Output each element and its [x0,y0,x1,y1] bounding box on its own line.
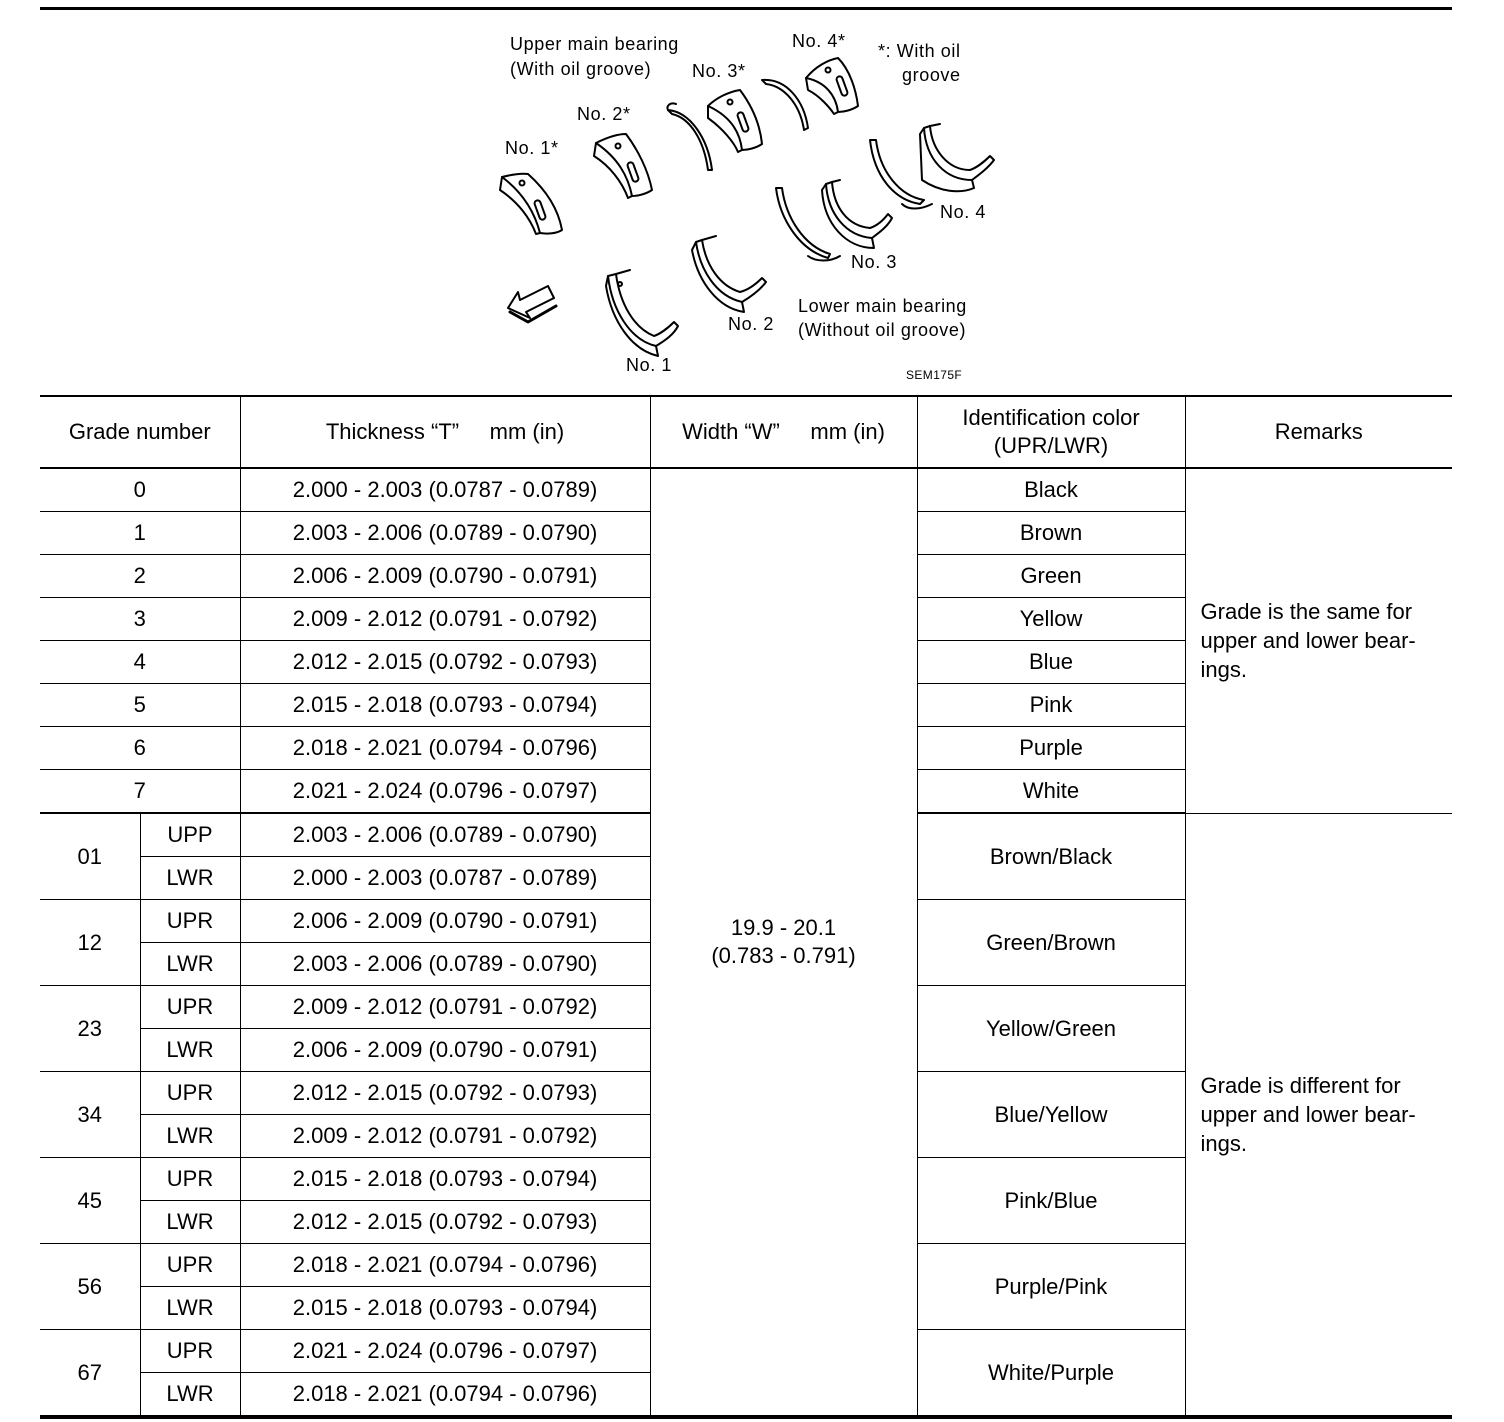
grade-cell: 6 [40,727,240,770]
bearing-drawing [40,10,1452,395]
lower-bearing-no3 [822,180,892,248]
color-cell: Black [917,468,1185,512]
table-header-row [40,396,1452,468]
thickness-cell: 2.003 - 2.006 (0.0789 - 0.0790) [240,943,650,986]
grade-cell: 2 [40,555,240,598]
upper-bearing-no3 [708,90,762,152]
thickness-cell: 2.003 - 2.006 (0.0789 - 0.0790) [240,813,650,857]
upper-no3-label: No. 3* [692,61,746,81]
color-cell: Yellow [917,598,1185,641]
position-cell: LWR [140,943,240,986]
upper-bearing-no1 [500,174,562,234]
remarks-diff-line1: Grade is different for [1200,1072,1401,1098]
position-cell: UPR [140,900,240,943]
upper-no1-label: No. 1* [505,138,559,158]
lower-no3-label: No. 3 [851,252,898,272]
note-line1-label: *: With oil [878,41,961,61]
thickness-cell: 2.015 - 2.018 (0.0793 - 0.0794) [240,1287,650,1330]
grade-cell: 12 [40,900,140,986]
thickness-cell: 2.009 - 2.012 (0.0791 - 0.0792) [240,598,650,641]
thickness-cell: 2.009 - 2.012 (0.0791 - 0.0792) [240,986,650,1029]
header-grade: Grade number [40,396,240,468]
color-cell: White [917,770,1185,814]
header-remarks: Remarks [1185,396,1452,468]
position-cell: LWR [140,1287,240,1330]
grade-cell: 45 [40,1158,140,1244]
grade-cell: 7 [40,770,240,814]
lower-no1-label: No. 1 [626,355,673,375]
thickness-cell: 2.012 - 2.015 (0.0792 - 0.0793) [240,1201,650,1244]
upper-no4-label: No. 4* [792,31,846,51]
color-cell: Purple/Pink [917,1244,1185,1330]
remarks-same-line2: upper and lower bear- [1200,628,1416,654]
remarks-same-line3: ings. [1200,657,1247,683]
thickness-cell: 2.012 - 2.015 (0.0792 - 0.0793) [240,1072,650,1115]
thickness-cell: 2.000 - 2.003 (0.0787 - 0.0789) [240,857,650,900]
color-cell: Blue [917,641,1185,684]
width-value-line1: 19.9 - 20.1 [730,915,837,940]
upper-bearing-no4 [806,58,858,114]
front-arrow-icon [508,286,556,322]
width-cell [650,468,917,1417]
position-cell: UPR [140,1072,240,1115]
color-cell: Green [917,555,1185,598]
position-cell: LWR [140,1373,240,1418]
lower-no2-label: No. 2 [728,314,775,334]
upper-no2-label: No. 2* [577,104,631,124]
remarks-diff-cell [1185,813,1452,1417]
grade-cell: 1 [40,512,240,555]
position-cell: UPR [140,1330,240,1373]
grade-cell: 01 [40,813,140,900]
color-cell: White/Purple [917,1330,1185,1418]
upper-bearing-no2 [594,134,652,198]
table-row [40,468,1452,512]
position-cell: LWR [140,857,240,900]
thickness-cell: 2.018 - 2.021 (0.0794 - 0.0796) [240,727,650,770]
position-cell: UPP [140,813,240,857]
thickness-cell: 2.021 - 2.024 (0.0796 - 0.0797) [240,1330,650,1373]
position-cell: LWR [140,1201,240,1244]
thickness-cell: 2.000 - 2.003 (0.0787 - 0.0789) [240,468,650,512]
remarks-same-line1: Grade is the same for [1200,599,1413,625]
grade-cell: 5 [40,684,240,727]
lower-bearing-no2 [692,236,766,312]
note-line2-label: groove [902,65,961,85]
grade-cell: 23 [40,986,140,1072]
thickness-cell: 2.009 - 2.012 (0.0791 - 0.0792) [240,1115,650,1158]
color-cell: Yellow/Green [917,986,1185,1072]
header-thickness: Thickness “T” mm (in) [240,396,650,468]
color-cell: Green/Brown [917,900,1185,986]
lower-title-label: Lower main bearing [798,296,967,316]
thickness-cell: 2.012 - 2.015 (0.0792 - 0.0793) [240,641,650,684]
grade-cell: 34 [40,1072,140,1158]
position-cell: UPR [140,1244,240,1287]
grade-cell: 67 [40,1330,140,1418]
thickness-cell: 2.006 - 2.009 (0.0790 - 0.0791) [240,900,650,943]
color-cell: Purple [917,727,1185,770]
header-width: Width “W” mm (in) [650,396,917,468]
width-value-line2: (0.783 - 0.791) [711,943,856,968]
thickness-cell: 2.003 - 2.006 (0.0789 - 0.0790) [240,512,650,555]
grade-cell: 56 [40,1244,140,1330]
header-color-line2: (UPR/LWR) [993,433,1109,458]
remarks-same-cell [1185,468,1452,813]
color-cell: Brown [917,512,1185,555]
thickness-cell: 2.015 - 2.018 (0.0793 - 0.0794) [240,1158,650,1201]
lower-thrust-washer-1 [776,188,840,261]
remarks-diff-line2: upper and lower bear- [1200,1101,1416,1127]
upper-subtitle-label: (With oil groove) [510,59,652,79]
thickness-cell: 2.006 - 2.009 (0.0790 - 0.0791) [240,1029,650,1072]
upper-thrust-washer-1 [667,103,712,170]
header-color [917,396,1185,468]
thickness-cell: 2.018 - 2.021 (0.0794 - 0.0796) [240,1244,650,1287]
upper-thrust-washer-2 [762,80,808,130]
lower-bearing-no1 [606,270,678,356]
upper-title-label: Upper main bearing [510,34,679,54]
position-cell: LWR [140,1029,240,1072]
lower-no4-label: No. 4 [940,202,987,222]
position-cell: LWR [140,1115,240,1158]
thickness-cell: 2.015 - 2.018 (0.0793 - 0.0794) [240,684,650,727]
color-cell: Pink/Blue [917,1158,1185,1244]
thickness-cell: 2.006 - 2.009 (0.0790 - 0.0791) [240,555,650,598]
position-cell: UPR [140,1158,240,1201]
color-cell: Brown/Black [917,813,1185,900]
figure-code: SEM175F [906,368,963,382]
thickness-cell: 2.018 - 2.021 (0.0794 - 0.0796) [240,1373,650,1418]
grade-cell: 3 [40,598,240,641]
thickness-cell: 2.021 - 2.024 (0.0796 - 0.0797) [240,770,650,814]
lower-bearing-no4 [920,124,994,191]
lower-subtitle-label: (Without oil groove) [798,320,967,340]
color-cell: Blue/Yellow [917,1072,1185,1158]
remarks-diff-line3: ings. [1200,1130,1247,1156]
header-color-line1: Identification color [962,405,1140,430]
bearing-illustration [40,10,1452,395]
grade-cell: 0 [40,468,240,512]
color-cell: Pink [917,684,1185,727]
grade-cell: 4 [40,641,240,684]
position-cell: UPR [140,986,240,1029]
bearing-grade-table [40,395,1452,1419]
